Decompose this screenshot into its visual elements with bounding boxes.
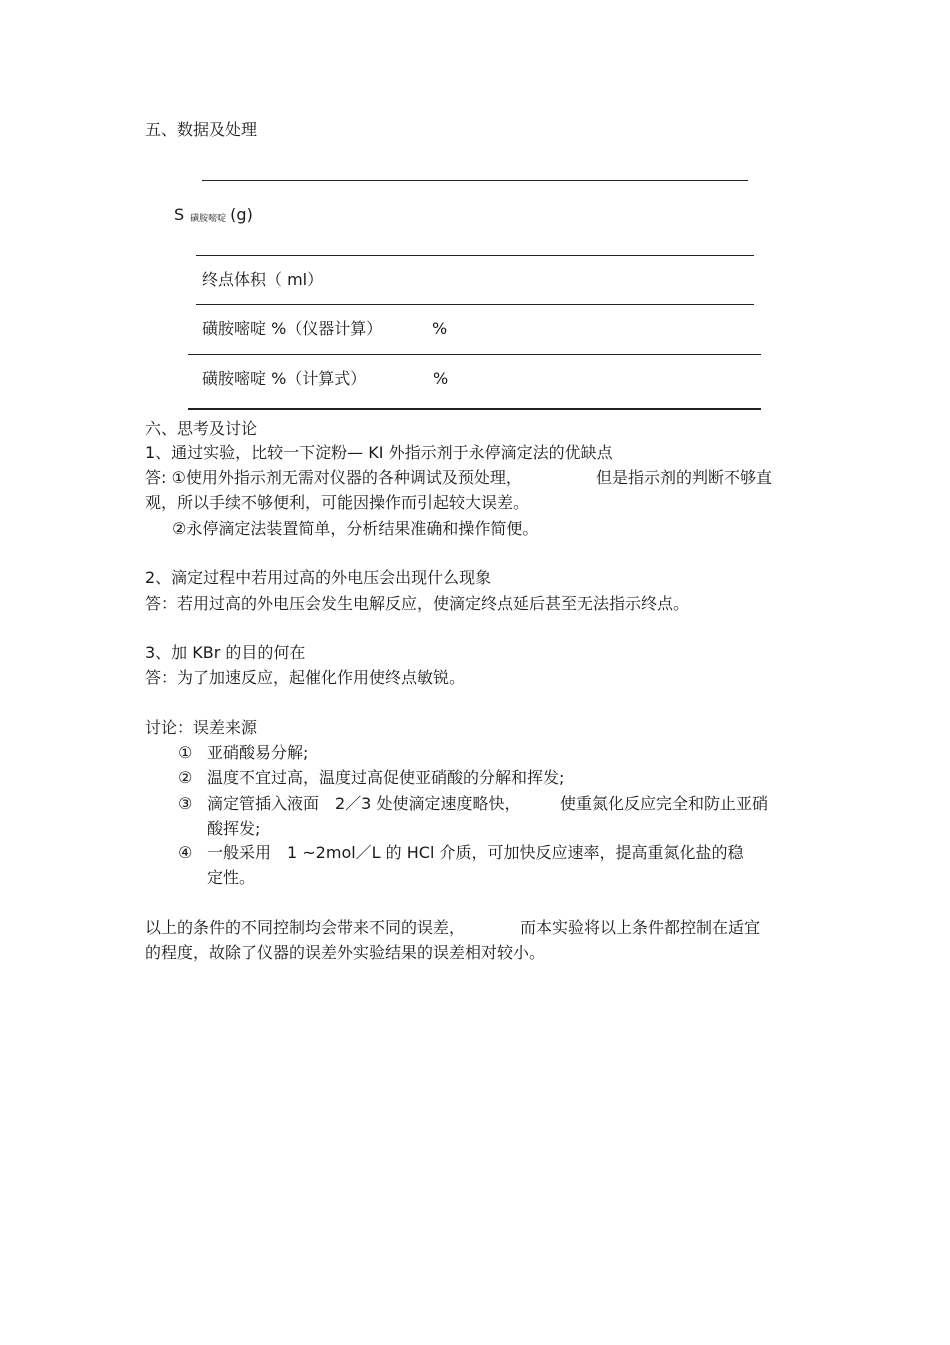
answer-2: 答：若用过高的外电压会发生电解反应，使滴定终点延后甚至无法指示终点。 xyxy=(145,594,690,613)
table-rule xyxy=(196,304,754,305)
mass-unit: (g) xyxy=(230,205,253,224)
list-item-continuation: 定性。 xyxy=(207,868,256,887)
section5-title: 五、数据及处理 xyxy=(145,120,258,139)
conclusion-line2: 的程度，故除了仪器的误差外实验结果的误差相对较小。 xyxy=(145,943,546,962)
answer-1-line2: 观，所以手续不够便利，可能因操作而引起较大误差。 xyxy=(145,493,530,512)
list-item-number: ③ xyxy=(178,794,193,813)
list-item-continuation: 酸挥发; xyxy=(207,819,261,838)
list-item: 一般采用 1 ~2mol／L 的 HCl 介质，可加快反应速率，提高重氮化盐的稳 xyxy=(207,843,744,862)
question-3: 3、加 KBr 的目的何在 xyxy=(145,643,306,662)
list-item-number: ④ xyxy=(178,843,193,862)
answer-1-line3: ②永停滴定法装置简单，分析结果准确和操作简便。 xyxy=(172,519,539,538)
percent-instrument-label: 磺胺嘧啶 %（仪器计算） xyxy=(202,319,383,338)
answer-3: 答：为了加速反应，起催化作用使终点敏锐。 xyxy=(145,668,466,687)
question-2: 2、滴定过程中若用过高的外电压会出现什么现象 xyxy=(145,568,492,587)
table-bottom-rule xyxy=(188,408,761,410)
section6-title: 六、思考及讨论 xyxy=(145,419,258,438)
conclusion-line1a: 以上的条件的不同控制均会带来不同的误差， xyxy=(145,918,466,937)
list-item: 使重氮化反应完全和防止亚硝 xyxy=(560,794,769,813)
answer-1-line1b: 但是指示剂的判断不够直 xyxy=(596,468,773,487)
mass-subscript: 磺胺嘧啶 xyxy=(190,214,227,224)
list-item-number: ② xyxy=(178,768,193,787)
answer-1-line1a: 答: ①使用外指示剂无需对仪器的各种调试及预处理， xyxy=(145,468,522,487)
question-1: 1、通过实验，比较一下淀粉— KI 外指示剂于永停滴定法的优缺点 xyxy=(145,443,613,462)
table-top-rule xyxy=(202,180,748,181)
endpoint-volume-label: 终点体积（ ml） xyxy=(202,270,324,289)
list-item: 温度不宜过高，温度过高促使亚硝酸的分解和挥发; xyxy=(207,768,565,787)
table-rule xyxy=(196,255,754,256)
list-item: 滴定管插入液面 2／3 处使滴定速度略快， xyxy=(207,794,521,813)
percent-instrument-unit: % xyxy=(432,319,448,338)
table-row-mass xyxy=(174,205,253,228)
conclusion-line1b: 而本实验将以上条件都控制在适宜 xyxy=(520,918,761,937)
percent-formula-unit: % xyxy=(433,369,449,388)
mass-symbol: S xyxy=(174,205,185,224)
discussion-title: 讨论：误差来源 xyxy=(145,718,258,737)
percent-formula-label: 磺胺嘧啶 %（计算式） xyxy=(202,369,367,388)
table-rule xyxy=(188,354,761,355)
list-item: 亚硝酸易分解; xyxy=(207,743,309,762)
list-item-number: ① xyxy=(178,743,193,762)
